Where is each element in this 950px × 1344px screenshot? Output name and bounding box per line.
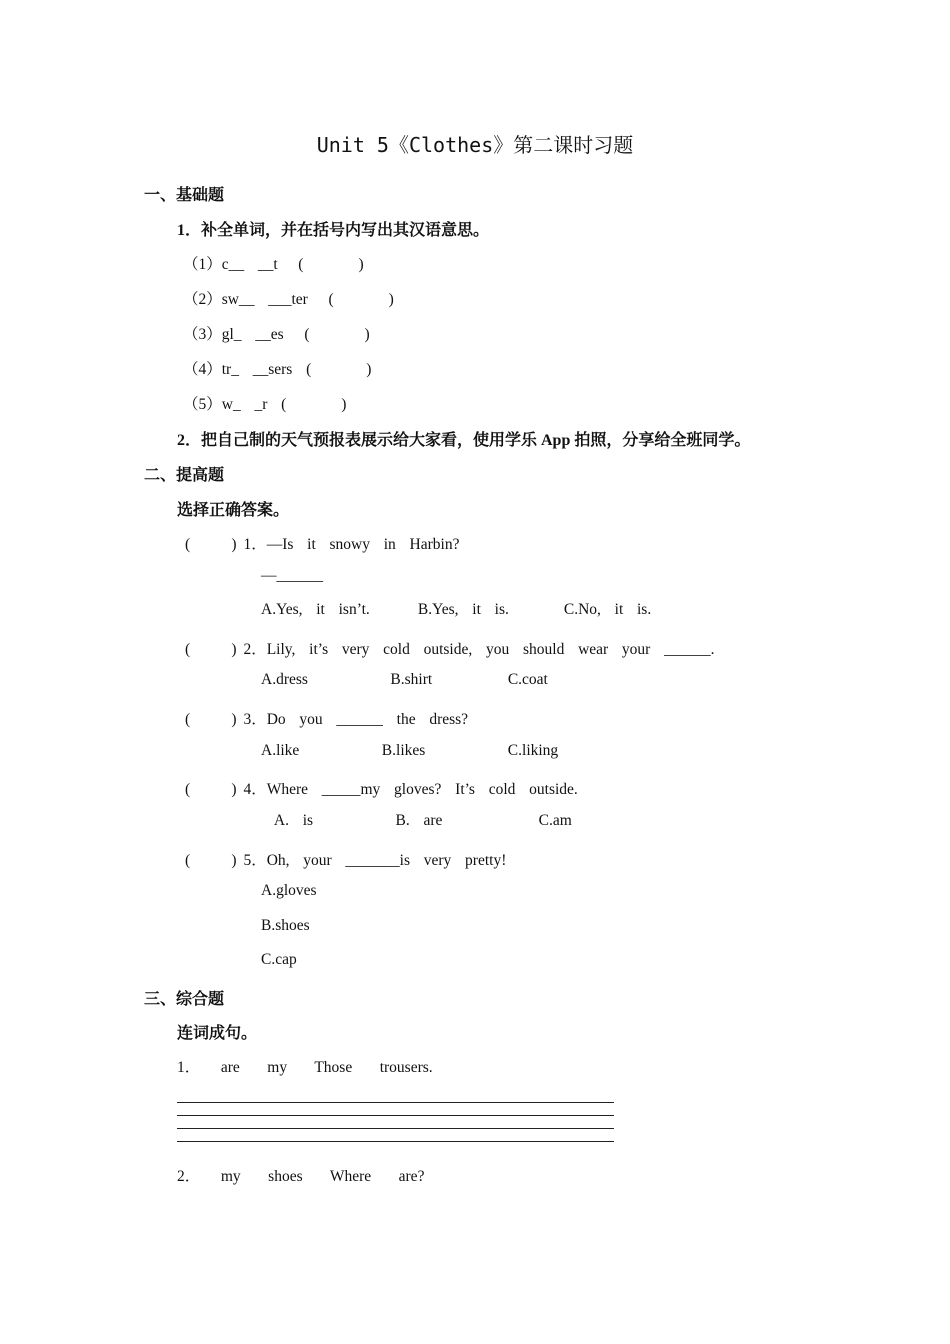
word-item-3: （3）gl_ __es ( ) <box>183 326 370 343</box>
word-item-2: （2）sw__ ___ter ( ) <box>183 291 394 308</box>
basic-q1-instruction: 1．补全单词，并在括号内写出其汉语意思。 <box>177 222 490 239</box>
mc-question-2-options: A.dress B.shirt C.coat <box>261 671 548 688</box>
mc-question-4-options: A. is B. are C.am <box>261 812 572 829</box>
mc-question-5-option-b: B.shoes <box>261 917 310 934</box>
mc-question-3-options: A.like B.likes C.liking <box>261 742 559 759</box>
answer-line <box>177 1102 614 1103</box>
page-title: Unit 5《Clothes》第二课时习题 <box>316 133 634 157</box>
improve-instruction: 选择正确答案。 <box>177 502 290 519</box>
answer-line <box>177 1128 614 1129</box>
mc-question-2: ( ) 2．Lily, it’s very cold outside, you should wear your ______. <box>185 641 715 658</box>
mc-question-5-option-c: C.cap <box>261 951 297 968</box>
section-heading-basic: 一、基础题 <box>144 187 225 204</box>
basic-q2-instruction: 2．把自己制的天气预报表展示给大家看，使用学乐 App 拍照，分享给全班同学。 <box>177 432 751 449</box>
answer-line <box>177 1141 614 1142</box>
mc-question-4: ( ) 4．Where _____my gloves? It’s cold outside. <box>185 781 578 798</box>
mc-question-5-option-a: A.gloves <box>261 882 317 899</box>
mc-question-5: ( ) 5．Oh, your _______is very pretty! <box>185 852 507 869</box>
mc-question-1-options: A.Yes, it isn’t. B.Yes, it is. C.No, it is. <box>261 601 652 618</box>
word-item-5: （5）w_ _r ( ) <box>183 396 347 413</box>
section-heading-comprehensive: 三、综合题 <box>144 991 225 1008</box>
mc-question-1-answer-line: —______ <box>261 567 323 584</box>
mc-question-3: ( ) 3．Do you ______ the dress? <box>185 711 469 728</box>
mc-question-1: ( ) 1．—Is it snowy in Harbin? <box>185 536 460 553</box>
answer-line <box>177 1115 614 1116</box>
sentence-item-2: 2． my shoes Where are? <box>177 1168 425 1185</box>
word-item-4: （4）tr_ __sers ( ) <box>183 361 372 378</box>
comprehensive-instruction: 连词成句。 <box>177 1025 258 1042</box>
word-item-1: （1）c__ __t ( ) <box>183 256 364 273</box>
section-heading-improve: 二、提高题 <box>144 467 225 484</box>
sentence-item-1: 1． are my Those trousers. <box>177 1059 433 1076</box>
